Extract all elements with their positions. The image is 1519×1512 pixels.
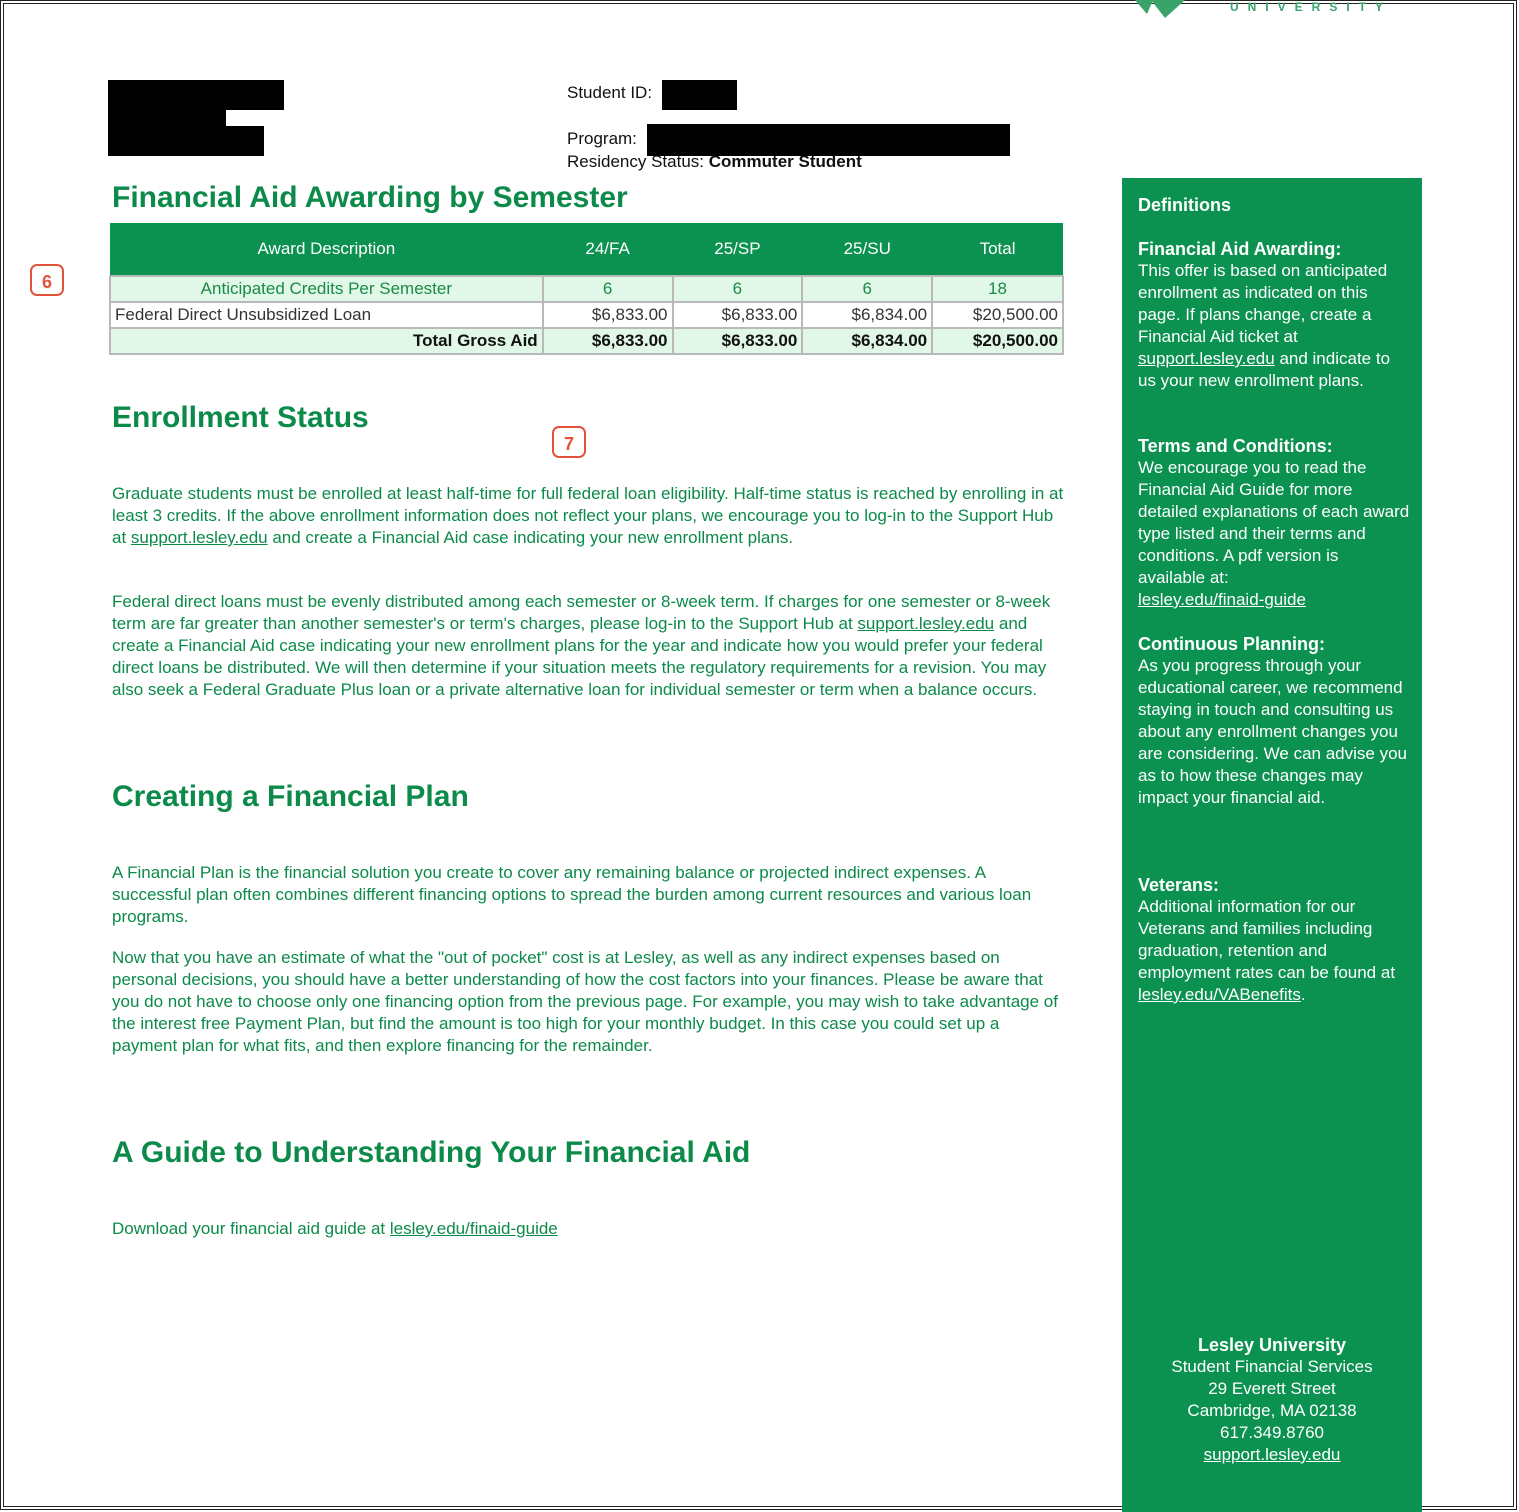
redacted-name [108,80,284,110]
financial-plan-title: Creating a Financial Plan [112,780,469,813]
veterans-title: Veterans: [1138,875,1220,895]
plan-paragraph-2: Now that you have an estimate of what the "out of pocket" cost is at Lesley, as well as any indirect expenses based on personal decisions, you should have a better understanding of how the cost factors into your finances. Please be aware that you do not have to choose only one financing option from the previous page. For example, you may wish to take advantage of the interest free Payment Plan, but find the amount is too high for your monthly budget. In this case you could set up a payment plan for what fits, and then explore financing for the remainder. [112,948,1058,1055]
text-segment: Download your financial aid guide at [112,1219,390,1238]
planning-text: As you progress through your educational career, we recommend staying in touch and consulting us about any enrollment changes you are considering. We can advise you as to how these changes may impact your financial aid. [1138,656,1408,807]
text-segment: This offer is based on anticipated enrollment as indicated on this page. If plans change, create a Financial Aid ticket at [1138,261,1388,346]
awarding-support-link[interactable]: support.lesley.edu [1138,349,1275,368]
contact-org: Lesley University [1197,1335,1347,1355]
annotation-marker-7: 7 [552,426,586,458]
contact-city: Cambridge, MA 02138 [1187,1401,1357,1420]
table-row-loan [110,302,1063,328]
contact-street: 29 Everett Street [1208,1379,1336,1398]
col-total: Total [932,223,1063,276]
text-segment: Additional information for our Veterans and families including graduation, retention and employment rates can be found at [1138,897,1396,982]
terms-title: Terms and Conditions: [1138,436,1333,456]
text-segment: . [1300,985,1306,1004]
cell-value: 6 [543,276,673,302]
annotation-marker-6: 6 [30,264,64,296]
residency-status [567,152,862,172]
sidebar-heading-block [1138,195,1410,216]
contact-phone: 617.349.8760 [1220,1423,1324,1442]
guide-paragraph [112,1218,1067,1240]
contact-block [1122,1334,1422,1466]
cell-value: $6,833.00 [543,302,673,328]
sidebar-heading: Definitions [1138,195,1231,215]
cell-value: $6,834.00 [802,302,932,328]
support-link[interactable]: support.lesley.edu [130,528,268,547]
awarding-text [1138,260,1410,392]
residency-value: Commuter Student [708,152,862,171]
col-25su: 25/SU [802,223,932,276]
text-segment: Federal direct loans must be evenly distributed among each semester or 8-week term. If charges for one semester or 8-week term are far greater than another semester's or term's charges, please log-in to the Support Hub at [112,592,1051,633]
row-label: Total Gross Aid [110,328,543,354]
text-segment: Graduate students must be enrolled at least half-time for full federal loan eligibility. Half-time status is reached by enrolling in at least 3 credits. If the above enrollment information does not reflect your plans, we encourage you to log-in to the Support Hub at [112,484,1064,547]
support-link[interactable]: support.lesley.edu [857,614,995,633]
finaid-guide-link[interactable]: lesley.edu/finaid-guide [389,1219,558,1238]
plan-paragraph-1: A Financial Plan is the financial solution you create to cover any remaining balance or projected indirect expenses. A successful plan often combines different financing options to spread the burden among current resources and various loan programs. [112,863,1032,926]
cell-value: $6,833.00 [673,302,803,328]
cell-value: $20,500.00 [932,302,1063,328]
financial-aid-title: Financial Aid Awarding by Semester [112,181,628,214]
guide-title: A Guide to Understanding Your Financial Aid [112,1136,751,1169]
cell-value: $6,833.00 [543,328,673,354]
enrollment-title: Enrollment Status [112,401,369,434]
text-segment: and create a Financial Aid case indicating your new enrollment plans. [267,528,794,547]
awarding-title: Financial Aid Awarding: [1138,239,1342,259]
cell-value: 6 [673,276,803,302]
definitions-sidebar [1122,178,1422,1512]
residency-label: Residency Status: [567,152,705,171]
table-row-credits [110,276,1063,302]
student-id-label: Student ID: [567,83,653,102]
terms-section [1138,436,1410,611]
col-25sp: 25/SP [673,223,803,276]
table-row-total [110,328,1063,354]
contact-web-link[interactable]: support.lesley.edu [1203,1445,1341,1464]
lesley-logo-icon [1135,0,1185,18]
row-label: Anticipated Credits Per Semester [110,276,543,302]
veterans-section [1138,875,1410,1006]
veterans-text [1138,896,1410,1006]
contact-dept: Student Financial Services [1171,1357,1373,1376]
planning-title: Continuous Planning: [1138,634,1325,654]
program-label: Program: [567,129,637,148]
col-24fa: 24/FA [543,223,673,276]
va-benefits-link[interactable]: lesley.edu/VABenefits [1138,985,1301,1004]
awarding-section [1138,239,1410,392]
redacted-student-id [662,80,737,110]
enrollment-paragraph-2 [112,591,1067,701]
redacted-address [108,126,264,156]
enrollment-paragraph-1 [112,483,1067,549]
cell-value: 18 [932,276,1063,302]
cell-value: $6,834.00 [802,328,932,354]
row-label: Federal Direct Unsubsidized Loan [110,302,543,328]
award-table [109,223,1064,355]
cell-value: 6 [802,276,932,302]
redacted-name-line [108,110,226,126]
text-segment: and create a Financial Aid case indicating your new enrollment plans for the year and indicate how you would prefer your federal direct loans be distributed. We will then determine if your situation meets the regulatory requirements for a revision. You may also seek a Federal Graduate Plus loan or a private alternative loan for individual semester or term when a balance occurs. [112,614,1047,699]
terms-text: We encourage you to read the Financial Aid Guide for more detailed explanations of each award type listed and their terms and conditions. A pdf version is available at: [1138,458,1410,587]
logo-wordmark: UNIVERSITY [1230,0,1393,14]
cell-value: $20,500.00 [932,328,1063,354]
cell-value: $6,833.00 [673,328,803,354]
terms-guide-link[interactable]: lesley.edu/finaid-guide [1138,590,1306,609]
text-segment: and indicate to us your new enrollment plans. [1138,349,1391,390]
planning-section [1138,634,1410,809]
col-award-description: Award Description [110,223,543,276]
award-table-header [110,223,1063,276]
